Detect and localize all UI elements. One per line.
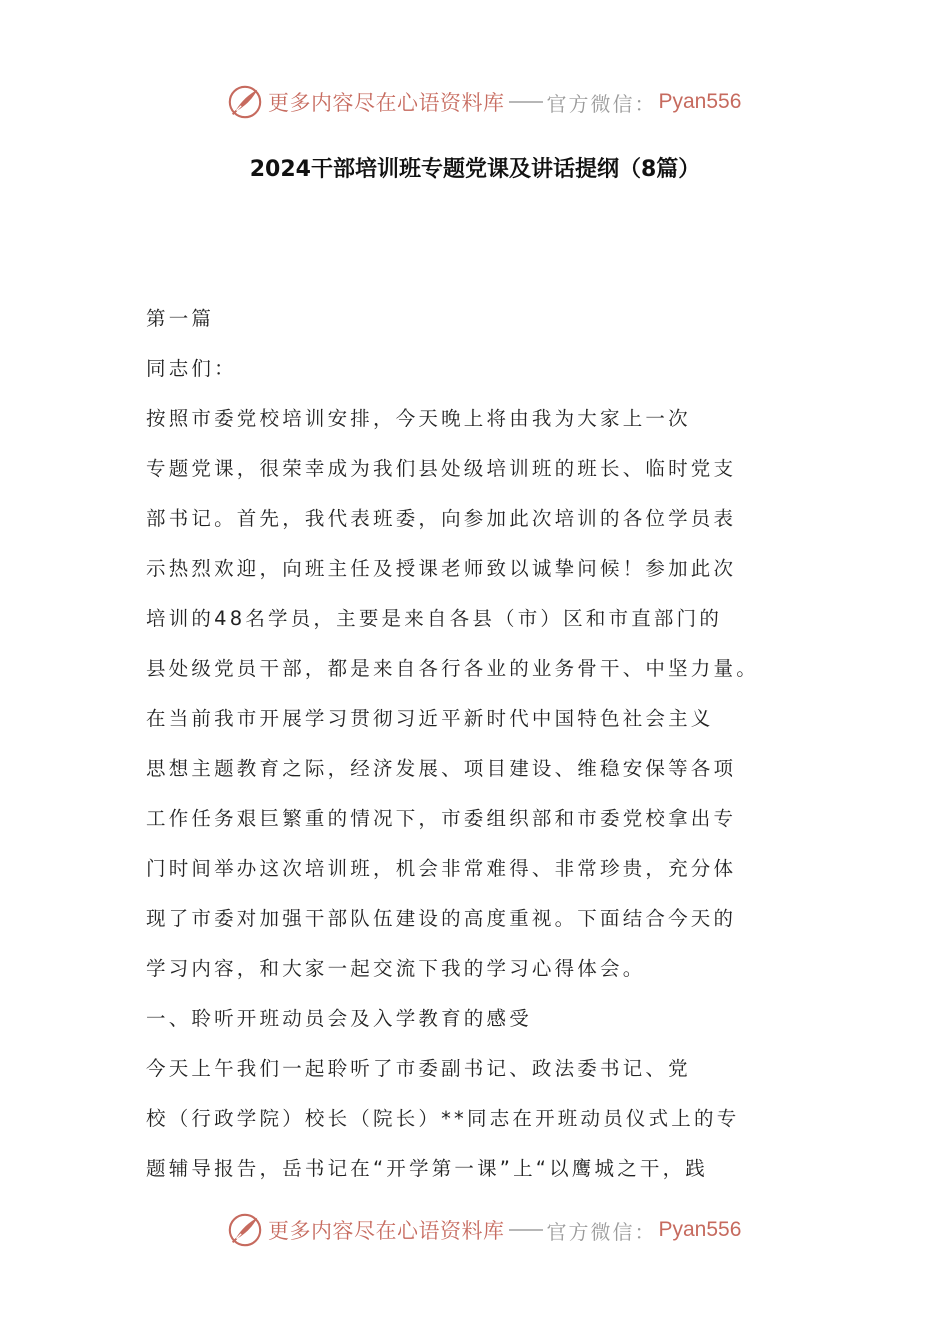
body-line: 部书记。首先，我代表班委，向参加此次培训的各位学员表 [146,507,737,530]
body-line: 按照市委党校培训安排，今天晚上将由我为大家上一次 [146,407,691,430]
body-line: 培训的48名学员，主要是来自各县（市）区和市直部门的 [146,607,723,630]
body-line: 题辅导报告，岳书记在“开学第一课”上“以鹰城之干，践 [146,1157,709,1180]
section-heading: 第一篇 [146,307,215,330]
banner-divider [509,101,543,103]
body-line: 现了市委对加强干部队伍建设的高度重视。下面结合今天的 [146,907,737,930]
banner-wechat-handle: Pyan556 [658,90,742,113]
subsection-heading: 一、聆听开班动员会及入学教育的感受 [146,1007,532,1030]
document-title: 2024干部培训班专题党课及讲话提纲（8篇） [249,157,701,182]
banner-wechat-label: 官方微信： [546,1219,657,1244]
banner-slogan: 更多内容尽在心语资料库 [268,1219,505,1243]
body-line: 示热烈欢迎，向班主任及授课老师致以诚挚问候！参加此次 [146,557,737,580]
body-line: 门时间举办这次培训班，机会非常难得、非常珍贵，充分体 [146,857,737,880]
banner-wechat-label: 官方微信： [546,91,657,116]
body-line: 专题党课，很荣幸成为我们县处级培训班的班长、临时党支 [146,457,737,480]
body-line: 今天上午我们一起聆听了市委副书记、政法委书记、党 [146,1057,691,1080]
footer-watermark-banner [226,1208,741,1252]
quill-pen-logo-icon [226,83,264,121]
body-line: 县处级党员干部，都是来自各行各业的业务骨干、中坚力量。 [146,657,759,680]
body-line: 校（行政学院）校长（院长）**同志在开班动员仪式上的专 [146,1107,740,1130]
body-line: 工作任务艰巨繁重的情况下，市委组织部和市委党校拿出专 [146,807,737,830]
quill-pen-logo-icon [226,1211,264,1249]
banner-wechat-handle: Pyan556 [658,1218,742,1241]
body-line: 在当前我市开展学习贯彻习近平新时代中国特色社会主义 [146,707,714,730]
document-body [146,294,766,1194]
banner-slogan: 更多内容尽在心语资料库 [268,91,505,115]
salutation: 同志们： [146,357,237,380]
banner-divider [509,1229,543,1231]
body-line: 思想主题教育之际，经济发展、项目建设、维稳安保等各项 [146,757,737,780]
header-watermark-banner [226,80,741,124]
body-line: 学习内容，和大家一起交流下我的学习心得体会。 [146,957,646,980]
